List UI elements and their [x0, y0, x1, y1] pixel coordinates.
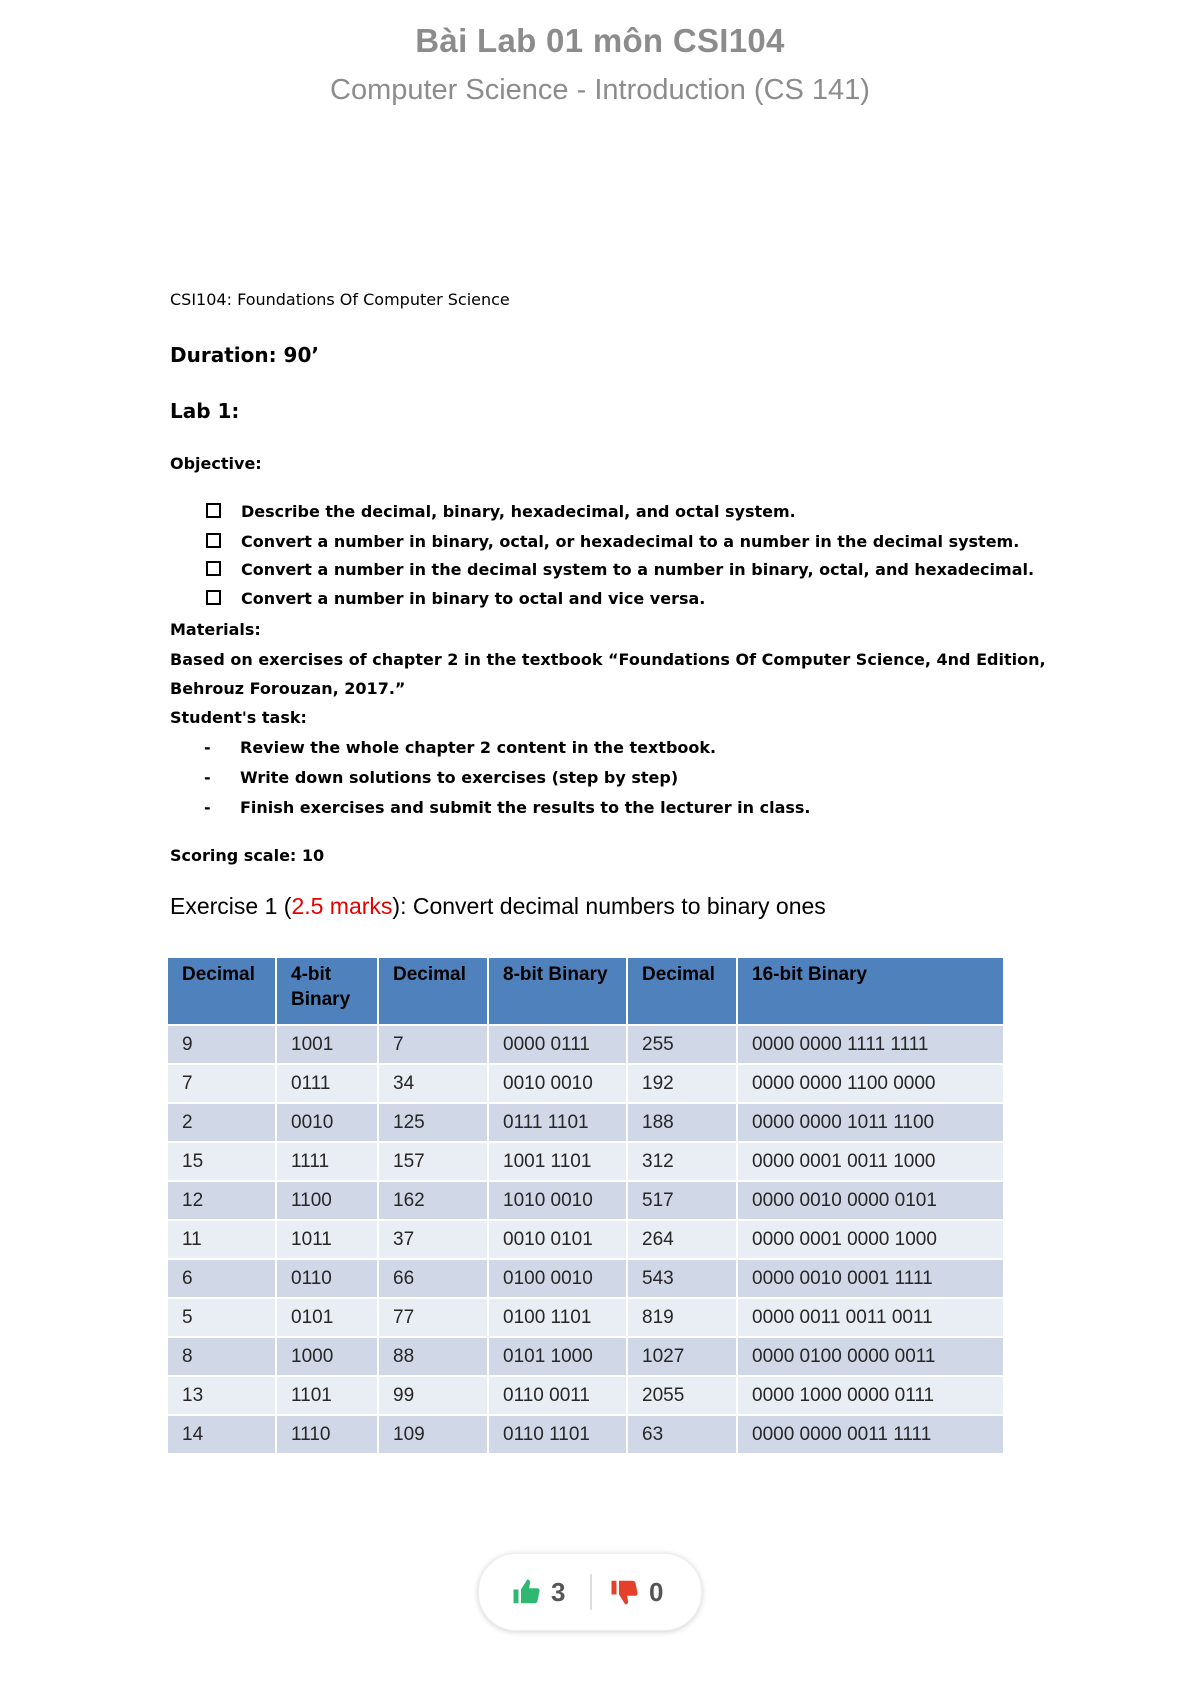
table-cell: 188 — [627, 1103, 737, 1142]
vote-widget — [478, 1553, 702, 1631]
table-row — [168, 1220, 1004, 1259]
table-cell: 34 — [378, 1064, 488, 1103]
table-cell: 13 — [168, 1376, 276, 1415]
table-cell: 543 — [627, 1259, 737, 1298]
column-header: Decimal — [378, 959, 488, 1025]
table-cell: 6 — [168, 1259, 276, 1298]
objective-item: Convert a number in the decimal system to a number in binary, octal, and hexadecimal. — [206, 560, 1034, 579]
materials-text: Behrouz Forouzan, 2017.” — [170, 679, 406, 698]
table-header-row — [168, 959, 1004, 1025]
table-cell: 0101 1000 — [488, 1337, 627, 1376]
table-cell: 0000 0000 1011 1100 — [737, 1103, 1004, 1142]
table-cell: 77 — [378, 1298, 488, 1337]
column-header: 4-bit Binary — [276, 959, 378, 1025]
table-cell: 7 — [168, 1064, 276, 1103]
table-cell: 1100 — [276, 1181, 378, 1220]
table-cell: 1111 — [276, 1142, 378, 1181]
table-cell: 312 — [627, 1142, 737, 1181]
table-cell: 157 — [378, 1142, 488, 1181]
table-row — [168, 1337, 1004, 1376]
table-cell: 0101 — [276, 1298, 378, 1337]
table-cell: 0010 0101 — [488, 1220, 627, 1259]
table-cell: 0000 0000 0011 1111 — [737, 1415, 1004, 1453]
task-item: - Finish exercises and submit the results to the lecturer in class. — [204, 798, 811, 817]
table-cell: 517 — [627, 1181, 737, 1220]
table-cell: 0100 1101 — [488, 1298, 627, 1337]
table-cell: 0110 — [276, 1259, 378, 1298]
table-cell: 99 — [378, 1376, 488, 1415]
column-header: 8-bit Binary — [488, 959, 627, 1025]
table-cell: 0000 0010 0001 1111 — [737, 1259, 1004, 1298]
downvote-button[interactable] — [609, 1554, 663, 1630]
checkbox-icon — [206, 561, 221, 576]
table-cell: 11 — [168, 1220, 276, 1259]
objective-label: Objective: — [170, 454, 262, 473]
conversion-table — [168, 958, 1005, 1453]
document-title: Bài Lab 01 môn CSI104 — [415, 22, 785, 59]
table-row — [168, 1298, 1004, 1337]
materials-label: Materials: — [170, 620, 261, 639]
checkbox-icon — [206, 533, 221, 548]
table-cell: 0010 — [276, 1103, 378, 1142]
table-row — [168, 1064, 1004, 1103]
table-cell: 255 — [627, 1025, 737, 1064]
table-cell: 0000 0000 1111 1111 — [737, 1025, 1004, 1064]
table-cell: 9 — [168, 1025, 276, 1064]
column-header: Decimal — [168, 959, 276, 1025]
table-cell: 63 — [627, 1415, 737, 1453]
table-cell: 0100 0010 — [488, 1259, 627, 1298]
task-item: - Review the whole chapter 2 content in the textbook. — [204, 738, 717, 757]
table-cell: 8 — [168, 1337, 276, 1376]
table-cell: 0000 0010 0000 0101 — [737, 1181, 1004, 1220]
table-cell: 109 — [378, 1415, 488, 1453]
table-cell: 192 — [627, 1064, 737, 1103]
table-cell: 0000 1000 0000 0111 — [737, 1376, 1004, 1415]
table-cell: 1000 — [276, 1337, 378, 1376]
table-cell: 162 — [378, 1181, 488, 1220]
lab-heading: Lab 1: — [170, 399, 240, 423]
table-row — [168, 1025, 1004, 1064]
table-cell: 0000 0001 0000 1000 — [737, 1220, 1004, 1259]
exercise-marks: 2.5 marks — [291, 893, 393, 919]
table-row — [168, 1259, 1004, 1298]
checkbox-icon — [206, 590, 221, 605]
table-cell: 819 — [627, 1298, 737, 1337]
scoring-scale: Scoring scale: 10 — [170, 846, 325, 865]
exercise-heading: Exercise 1 (2.5 marks): Convert decimal numbers to binary ones — [170, 893, 826, 919]
upvote-count: 3 — [551, 1576, 566, 1607]
table-row — [168, 1376, 1004, 1415]
table-cell: 0000 0111 — [488, 1025, 627, 1064]
table-cell: 0000 0001 0011 1000 — [737, 1142, 1004, 1181]
table-cell: 14 — [168, 1415, 276, 1453]
task-label: Student's task: — [170, 708, 307, 727]
table-cell: 2 — [168, 1103, 276, 1142]
thumbs-down-icon — [609, 1577, 639, 1607]
vote-divider — [590, 1574, 592, 1610]
thumbs-up-icon — [511, 1577, 541, 1607]
column-header: Decimal — [627, 959, 737, 1025]
table-cell: 37 — [378, 1220, 488, 1259]
objective-item: Convert a number in binary to octal and vice versa. — [206, 589, 705, 608]
table-cell: 0111 1101 — [488, 1103, 627, 1142]
table-cell: 1110 — [276, 1415, 378, 1453]
table-cell: 66 — [378, 1259, 488, 1298]
table-cell: 0010 0010 — [488, 1064, 627, 1103]
table-cell: 1027 — [627, 1337, 737, 1376]
table-cell: 125 — [378, 1103, 488, 1142]
objective-item: Convert a number in binary, octal, or hexadecimal to a number in the decimal system. — [206, 532, 1019, 551]
table-cell: 0110 1101 — [488, 1415, 627, 1453]
table-cell: 2055 — [627, 1376, 737, 1415]
table-cell: 0000 0011 0011 0011 — [737, 1298, 1004, 1337]
checkbox-icon — [206, 503, 221, 518]
materials-text: Based on exercises of chapter 2 in the textbook “Foundations Of Computer Science, 4nd Edition, — [170, 650, 1046, 669]
objective-item: Describe the decimal, binary, hexadecimal, and octal system. — [206, 502, 796, 521]
course-name: CSI104: Foundations Of Computer Science — [170, 290, 510, 309]
table-cell: 1001 1101 — [488, 1142, 627, 1181]
table-cell: 5 — [168, 1298, 276, 1337]
table-cell: 264 — [627, 1220, 737, 1259]
table-cell: 1001 — [276, 1025, 378, 1064]
table-cell: 12 — [168, 1181, 276, 1220]
table-cell: 0000 0000 1100 0000 — [737, 1064, 1004, 1103]
table-row — [168, 1142, 1004, 1181]
table-cell: 0111 — [276, 1064, 378, 1103]
table-cell: 0110 0011 — [488, 1376, 627, 1415]
table-row — [168, 1181, 1004, 1220]
table-cell: 1010 0010 — [488, 1181, 627, 1220]
table-row — [168, 1103, 1004, 1142]
table-cell: 1011 — [276, 1220, 378, 1259]
column-header: 16-bit Binary — [737, 959, 1004, 1025]
table-row — [168, 1415, 1004, 1453]
document-subtitle: Computer Science - Introduction (CS 141) — [330, 74, 870, 106]
table-cell: 1101 — [276, 1376, 378, 1415]
table-cell: 7 — [378, 1025, 488, 1064]
table-cell: 0000 0100 0000 0011 — [737, 1337, 1004, 1376]
duration: Duration: 90’ — [170, 343, 319, 367]
table-cell: 88 — [378, 1337, 488, 1376]
table-cell: 15 — [168, 1142, 276, 1181]
task-item: - Write down solutions to exercises (step by step) — [204, 768, 679, 787]
upvote-button[interactable] — [511, 1554, 565, 1630]
downvote-count: 0 — [649, 1576, 664, 1607]
